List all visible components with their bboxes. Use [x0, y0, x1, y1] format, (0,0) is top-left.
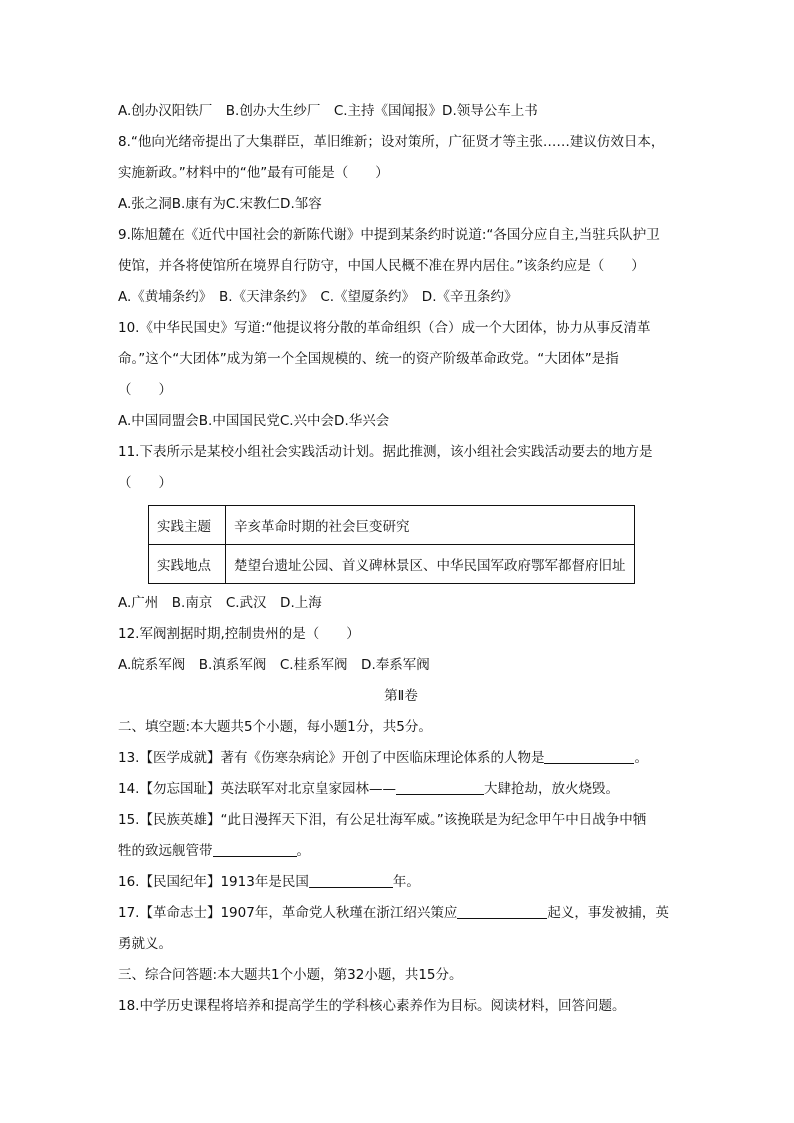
practice-plan-table — [148, 505, 635, 584]
volume-title: 第Ⅱ卷 — [384, 688, 418, 704]
answer-blank[interactable] — [544, 749, 634, 764]
q16 — [118, 867, 684, 898]
q10-stem-line3: （ ） — [118, 382, 172, 398]
answer-blank[interactable] — [309, 873, 393, 888]
q13 — [118, 743, 684, 774]
q17-line1 — [118, 898, 684, 929]
q9-stem-line2: 使馆，并各将使馆所在境界自行防守，中国人民概不准在界内居住。”该条约应是（ ） — [118, 258, 645, 274]
q15-text-before: 牲的致远舰管带 — [118, 843, 213, 859]
q11-options: A.广州 B.南京 C.武汉 D.上海 — [118, 595, 322, 611]
table-cell-label: 实践主题 — [149, 506, 226, 545]
q8-stem-line1: 8.“他向光绪帝提出了大集群臣，革旧维新；设对策所，广征贤才等主张……建议仿效日本， — [118, 134, 665, 150]
q14-text-after: 大肆抢劫，放火烧毁。 — [483, 781, 619, 797]
q17-text-before: 17.【革命志士】1907年，革命党人秋瑾在浙江绍兴策应 — [118, 905, 458, 921]
q10-stem-line2: 命。”这个“大团体”成为第一个全国规模的、统一的资产阶级革命政党。“大团体”是指 — [118, 351, 619, 367]
section2-heading: 二、填空题:本大题共5个小题，每小题1分，共5分。 — [118, 719, 432, 735]
q9-options: A.《黄埔条约》 B.《天津条约》 C.《望厦条约》 D.《辛丑条约》 — [118, 289, 518, 305]
q8-options: A.张之洞B.康有为C.宋教仁D.邹容 — [118, 196, 322, 212]
q17-line2: 勇就义。 — [118, 936, 172, 952]
exam-page — [118, 96, 684, 1022]
q7-options: A.创办汉阳铁厂 B.创办大生纱厂 C.主持《国闻报》D.领导公车上书 — [118, 103, 538, 119]
q16-text-after: 年。 — [392, 874, 420, 890]
q10-stem-line1: 10.《中华民国史》写道:“他提议将分散的革命组织（合）成一个大团体，协力从事反清革 — [118, 320, 651, 336]
table-row — [149, 545, 635, 584]
q11-stem-line2: （ ） — [118, 475, 172, 491]
q15-line2 — [118, 836, 684, 867]
q8-stem-line2: 实施新政。”材料中的“他”最有可能是（ ） — [118, 165, 389, 181]
q9-stem-line1: 9.陈旭麓在《近代中国社会的新陈代谢》中提到某条约时说道:“各国分应自主,当驻兵队护卫 — [118, 227, 660, 243]
q14 — [118, 774, 684, 805]
q12-stem: 12.军阀割据时期,控制贵州的是（ ） — [118, 626, 360, 642]
table-row — [149, 506, 635, 545]
answer-blank[interactable] — [396, 780, 484, 795]
answer-blank[interactable] — [457, 904, 547, 919]
q13-text-before: 13.【医学成就】著有《伤寒杂病论》开创了中医临床理论体系的人物是 — [118, 750, 545, 766]
q11-stem-line1: 11.下表所示是某校小组社会实践活动计划。据此推测，该小组社会实践活动要去的地方是 — [118, 444, 653, 460]
table-cell-value: 辛亥革命时期的社会巨变研究 — [226, 506, 635, 545]
table-cell-label: 实践地点 — [149, 545, 226, 584]
q15-line1: 15.【民族英雄】“此日漫挥天下泪，有公足壮海军威。”该挽联是为纪念甲午中日战争中牺 — [118, 812, 647, 828]
q18-stem: 18.中学历史课程将培养和提高学生的学科核心素养作为目标。阅读材料，回答问题。 — [118, 998, 626, 1014]
q16-text-before: 16.【民国纪年】1913年是民国 — [118, 874, 309, 890]
answer-blank[interactable] — [213, 842, 297, 857]
q14-text-before: 14.【勿忘国耻】英法联军对北京皇家园林—— — [118, 781, 396, 797]
q13-text-after: 。 — [634, 750, 648, 766]
q10-options: A.中国同盟会B.中国国民党C.兴中会D.华兴会 — [118, 413, 390, 429]
q17-text-after: 起义，事发被捕，英 — [547, 905, 669, 921]
q15-text-after: 。 — [296, 843, 310, 859]
q12-options: A.皖系军阀 B.滇系军阀 C.桂系军阀 D.奉系军阀 — [118, 657, 430, 673]
section3-heading: 三、综合问答题:本大题共1个小题，第32小题，共15分。 — [118, 967, 463, 983]
table-cell-value: 楚望台遗址公园、首义碑林景区、中华民国军政府鄂军都督府旧址 — [226, 545, 635, 584]
